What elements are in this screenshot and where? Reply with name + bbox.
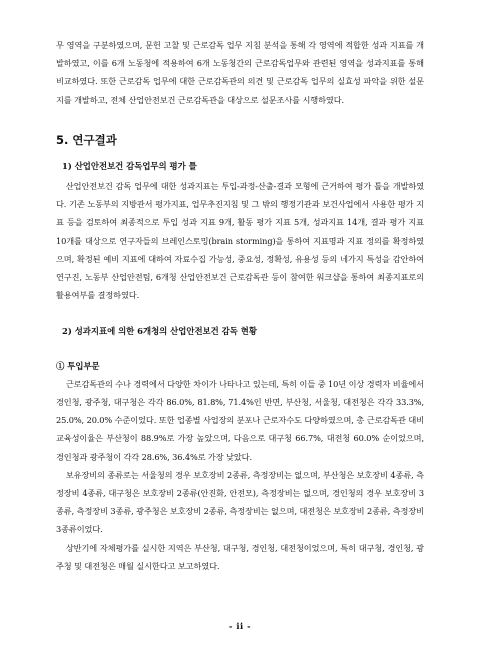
- intro-paragraph: 무 영역을 구분하였으며, 문헌 고찰 및 근로감독 업무 지침 분석을 통해 각 영역에 적합한 성과 지표를 개발하였고, 이를 6개 노동청에 적용하여 6개 노동청간의 근로감독업무와 관련된 영역을 성과지표를 통해 비교하였다. 또한 근로감독 업무에 대한 근로감독관의 의견 및 근로감독 업무의 실효성 파악을 위한 설문지를 개발하고, 전체 산업안전보건 근로감독관을 대상으로 설문조사를 시행하였다.: [56, 40, 424, 105]
- input-paragraph-1: 근로감독관의 수나 경력에서 다양한 차이가 나타나고 있는데, 특히 이들 중 10년 이상 경력자 비율에서 경인청, 광주청, 대구청은 각각 86.0%, 81.8%, 71.4%인 반면, 부산청, 서울청, 대전청은 각각 33.3%, 25.0%, 20.0% 수준이었다. 또한 업종별 사업장의 분포나 근로자수도 다양하였으며, 총 근로감독관 대비 교육성이율은 부산청이 88.9%로 가장 높았으며, 다음으로 대구청 66.7%, 대전청 60.0% 순이었으며, 경인청과 광주청이 각각 28.6%, 36.4%로 가장 낮았다.: [56, 378, 424, 462]
- evaluation-framework-paragraph: 산업안전보건 감독 업무에 대한 성과지표는 투입-과정-산출-결과 모형에 근거하여 평가 틀을 개발하였다. 기존 노동부의 지방관서 평가지표, 업무추진지침 및 그 밖의 행정기관과 보건사업에서 사용한 평가 지표 등을 검토하여 최종적으로 투입 성과 지표 9개, 활동 평가 지표 5개, 성과지표 14개, 결과 평가 지표 10개를 대상으로 연구자들의 브레인스토밍(brain storming)을 통하여 지표명과 지표 정의를 확정하였으며, 확정된 예비 지표에 대하여 자료수집 가능성, 중요성, 정확성, 유용성 등의 네가지 특성을 감안하여 연구진, 노동부 산업안전팀, 6개청 산업안전보건 근로감독관 등이 참여한 워크샵을 통하여 최종지표로의 활용여부를 결정하였다.: [56, 181, 424, 301]
- section-heading-results: 5. 연구결과: [56, 132, 117, 147]
- input-paragraph-2: 보유장비의 종류로는 서울청의 경우 보호장비 2종류, 측정장비는 없으며, 부산청은 보호장비 4종류, 측정장비 4종류, 대구청은 보호장비 2종류(안진화, 안전모), 측정장비는 없으며, 경인청의 경우 보호장비 3종류, 측정장비 3종류, 광주청은 보호장비 2종류, 측정장비는 없으며, 대전청은 보호장비 2종류, 측정장비 3종류이었다.: [56, 469, 424, 535]
- page-number: - ii -: [228, 621, 252, 631]
- item-heading-input: ① 투입부문: [56, 360, 100, 371]
- subheading-inspection-status: 2) 성과지표에 의한 6개청의 산업안전보건 감독 현황: [62, 326, 257, 337]
- subheading-evaluation-framework: 1) 산업안전보건 감독업무의 평가 틀: [62, 160, 197, 171]
- input-paragraph-3: 상반기에 자체평가를 실시한 지역은 부산청, 대구청, 경인청, 대전청이었으며, 특히 대구청, 경인청, 광주청 및 대전청은 매월 실시한다고 보고하였다.: [56, 542, 424, 571]
